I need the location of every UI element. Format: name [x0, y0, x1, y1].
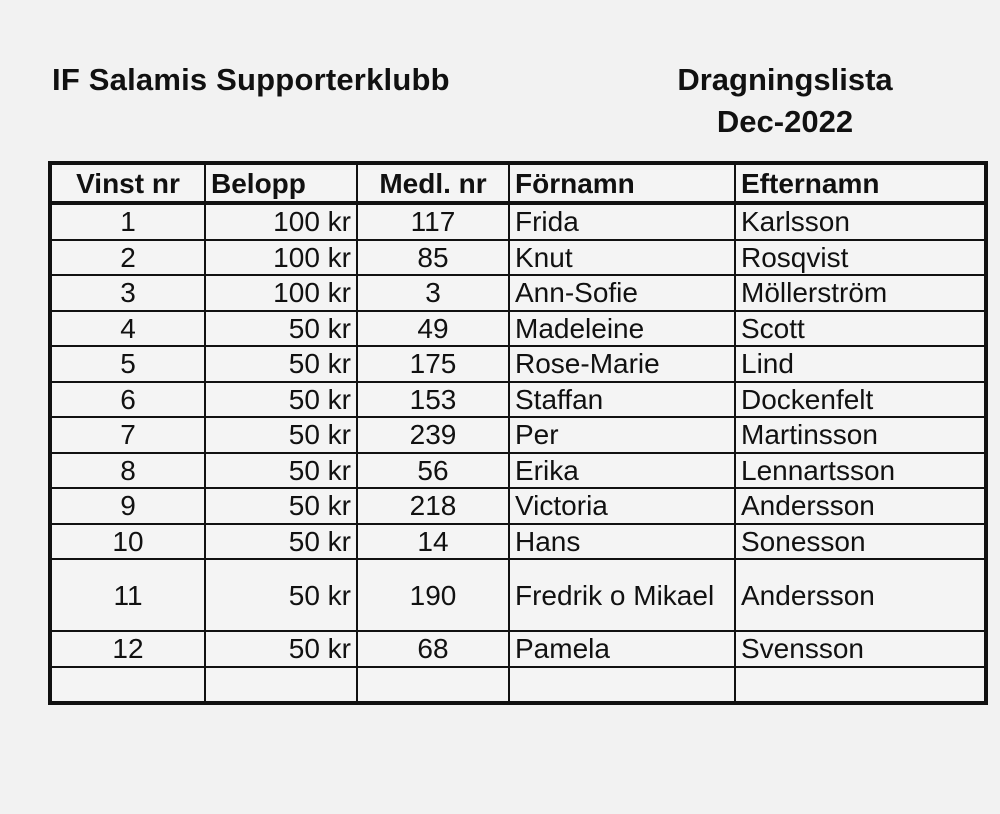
belopp-cell: 50 kr — [205, 488, 357, 524]
medl-nr-cell: 49 — [357, 311, 509, 347]
belopp-cell: 100 kr — [205, 203, 357, 240]
efternamn-cell: Andersson — [735, 559, 986, 631]
medl-nr-cell: 56 — [357, 453, 509, 489]
table-row — [50, 631, 986, 667]
col-header-fornamn: Förnamn — [509, 163, 735, 203]
belopp-cell: 50 kr — [205, 453, 357, 489]
efternamn-cell: Lennartsson — [735, 453, 986, 489]
medl-nr-cell: 14 — [357, 524, 509, 560]
vinst-nr-cell: 10 — [50, 524, 205, 560]
medl-nr-cell: 153 — [357, 382, 509, 418]
table-row — [50, 524, 986, 560]
club-title: IF Salamis Supporterklubb — [52, 62, 450, 97]
col-header-vinst-nr: Vinst nr — [50, 163, 205, 203]
vinst-nr-cell: 12 — [50, 631, 205, 667]
efternamn-cell: Rosqvist — [735, 240, 986, 276]
empty-cell — [357, 667, 509, 703]
table-row — [50, 453, 986, 489]
fornamn-cell: Ann-Sofie — [509, 275, 735, 311]
belopp-cell: 50 kr — [205, 311, 357, 347]
efternamn-cell: Scott — [735, 311, 986, 347]
belopp-cell: 50 kr — [205, 631, 357, 667]
table-row — [50, 346, 986, 382]
table-row — [50, 488, 986, 524]
medl-nr-cell: 68 — [357, 631, 509, 667]
vinst-nr-cell: 7 — [50, 417, 205, 453]
belopp-cell: 100 kr — [205, 240, 357, 276]
table-row — [50, 240, 986, 276]
fornamn-cell: Staffan — [509, 382, 735, 418]
draw-table — [48, 161, 988, 705]
fornamn-cell: Frida — [509, 203, 735, 240]
vinst-nr-cell: 5 — [50, 346, 205, 382]
belopp-cell: 50 kr — [205, 524, 357, 560]
efternamn-cell: Dockenfelt — [735, 382, 986, 418]
fornamn-cell: Pamela — [509, 631, 735, 667]
medl-nr-cell: 85 — [357, 240, 509, 276]
table-row-empty — [50, 667, 986, 703]
belopp-cell: 50 kr — [205, 346, 357, 382]
fornamn-cell: Madeleine — [509, 311, 735, 347]
fornamn-cell: Hans — [509, 524, 735, 560]
medl-nr-cell: 175 — [357, 346, 509, 382]
col-header-belopp: Belopp — [205, 163, 357, 203]
table-header-row — [50, 163, 986, 203]
col-header-efternamn: Efternamn — [735, 163, 986, 203]
belopp-cell: 50 kr — [205, 417, 357, 453]
belopp-cell: 50 kr — [205, 559, 357, 631]
table-row — [50, 203, 986, 240]
list-title: Dragningslista — [677, 62, 893, 97]
vinst-nr-cell: 1 — [50, 203, 205, 240]
vinst-nr-cell: 8 — [50, 453, 205, 489]
medl-nr-cell: 3 — [357, 275, 509, 311]
vinst-nr-cell: 6 — [50, 382, 205, 418]
empty-cell — [50, 667, 205, 703]
table-row — [50, 559, 986, 631]
fornamn-cell: Victoria — [509, 488, 735, 524]
fornamn-cell: Erika — [509, 453, 735, 489]
col-header-medl-nr: Medl. nr — [357, 163, 509, 203]
efternamn-cell: Karlsson — [735, 203, 986, 240]
fornamn-cell: Rose-Marie — [509, 346, 735, 382]
vinst-nr-cell: 4 — [50, 311, 205, 347]
fornamn-cell: Fredrik o Mikael — [509, 559, 735, 631]
table-row — [50, 275, 986, 311]
efternamn-cell: Andersson — [735, 488, 986, 524]
list-date: Dec-2022 — [716, 104, 854, 139]
table-row — [50, 382, 986, 418]
fornamn-cell: Knut — [509, 240, 735, 276]
empty-cell — [205, 667, 357, 703]
belopp-cell: 100 kr — [205, 275, 357, 311]
empty-cell — [735, 667, 986, 703]
vinst-nr-cell: 2 — [50, 240, 205, 276]
table-row — [50, 417, 986, 453]
efternamn-cell: Lind — [735, 346, 986, 382]
empty-cell — [509, 667, 735, 703]
table-body — [50, 203, 986, 703]
table-row — [50, 311, 986, 347]
medl-nr-cell: 117 — [357, 203, 509, 240]
vinst-nr-cell: 11 — [50, 559, 205, 631]
vinst-nr-cell: 9 — [50, 488, 205, 524]
efternamn-cell: Sonesson — [735, 524, 986, 560]
medl-nr-cell: 190 — [357, 559, 509, 631]
efternamn-cell: Martinsson — [735, 417, 986, 453]
vinst-nr-cell: 3 — [50, 275, 205, 311]
belopp-cell: 50 kr — [205, 382, 357, 418]
medl-nr-cell: 218 — [357, 488, 509, 524]
medl-nr-cell: 239 — [357, 417, 509, 453]
fornamn-cell: Per — [509, 417, 735, 453]
efternamn-cell: Möllerström — [735, 275, 986, 311]
efternamn-cell: Svensson — [735, 631, 986, 667]
